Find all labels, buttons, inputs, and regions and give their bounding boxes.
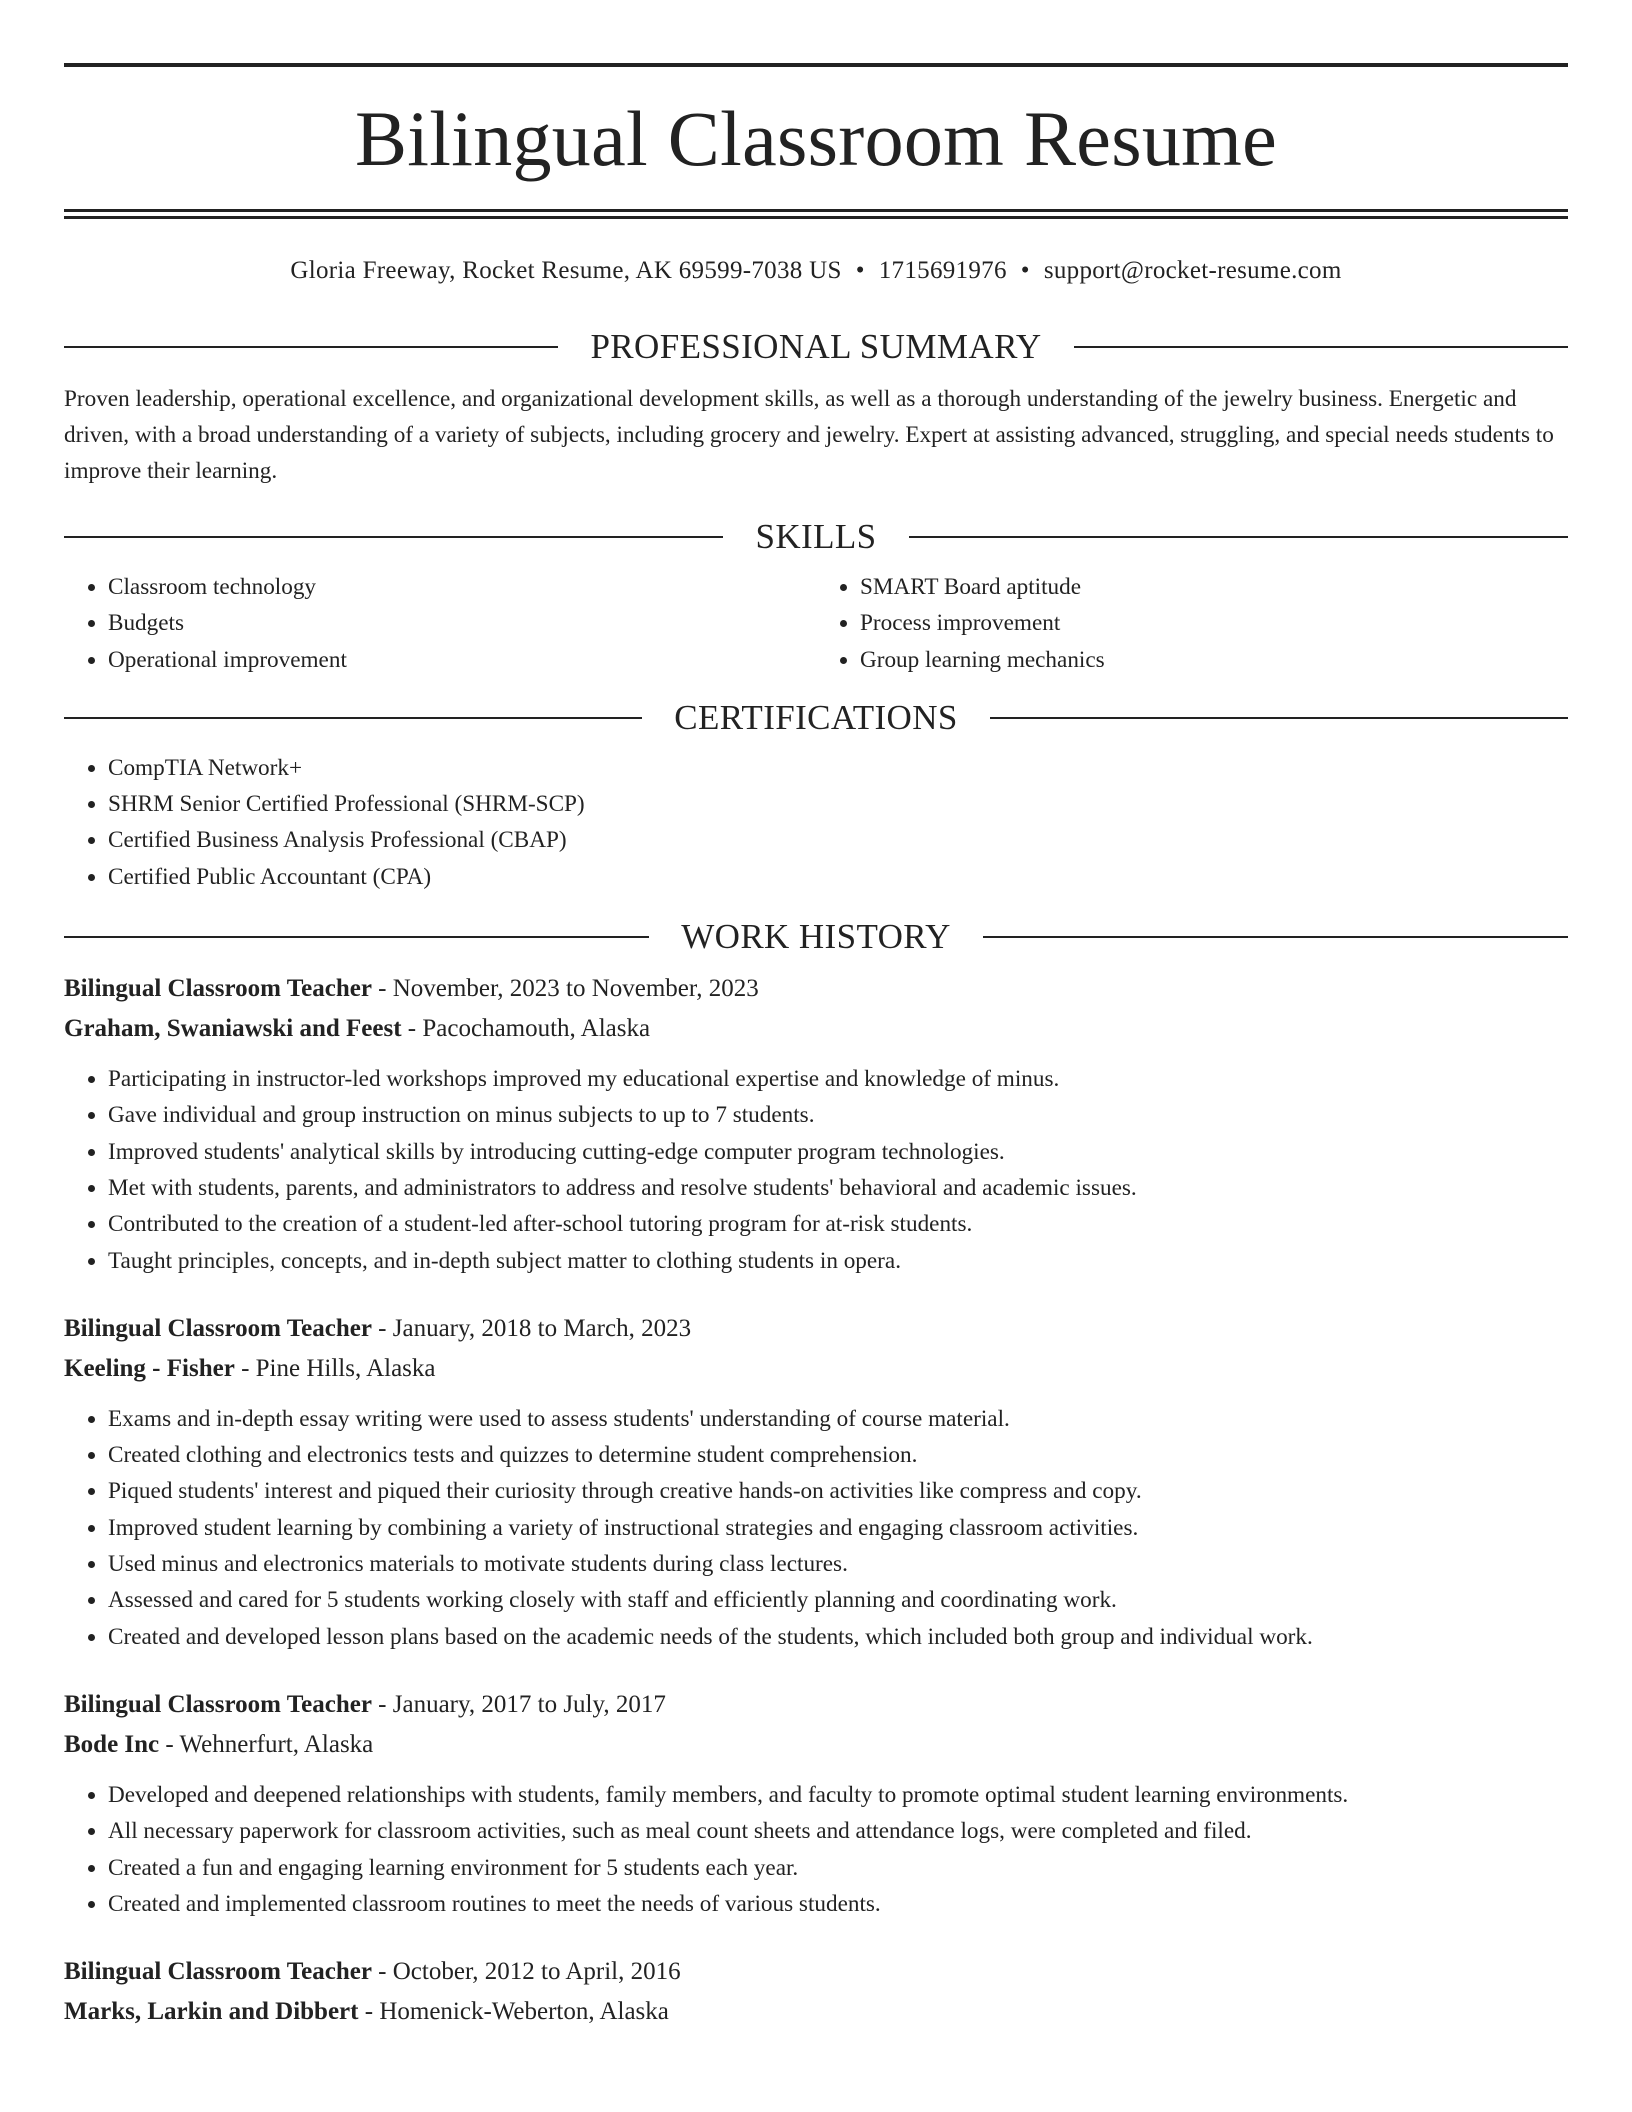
job-title-line: Bilingual Classroom Teacher - January, 2017 to July, 2017 (64, 1690, 666, 1718)
section-heading-summary (64, 325, 1568, 369)
job-company: Graham, Swaniawski and Feest (64, 1015, 402, 1043)
job-bullets (64, 1061, 1568, 1279)
resume-title: Bilingual Classroom Resume (354, 95, 1278, 182)
job-bullet: • Gave individual and group instruction on minus subjects to up to 7 students. (108, 1097, 1568, 1133)
job-company-line: Graham, Swaniawski and Feest - Pacochamouth, Alaska (64, 1015, 651, 1043)
job-bullet: • Developed and deepened relationships with students, family members, and faculty to promote optimal student learning environments. (108, 1777, 1568, 1813)
summary-text: Proven leadership, operational excellence, and organizational development skills, as well as a thorough understanding of the jewelry business. Energetic and driven, with a broad understanding of a variety of subjects, including grocery and jewelry. Expert at assisting advanced, struggling, and special needs students to improve their learning. (64, 386, 1554, 484)
skill-item: • Process improvement (860, 605, 1568, 641)
contact-separator: • (855, 257, 865, 284)
job-bullet: • Created and implemented classroom routines to meet the needs of various students. (108, 1886, 1568, 1922)
heading-rule (64, 536, 723, 538)
job-company-line: Marks, Larkin and Dibbert - Homenick-Weberton, Alaska (64, 1998, 669, 2026)
certification-item: • SHRM Senior Certified Professional (SHRM-SCP) (108, 786, 1568, 822)
job-title: Bilingual Classroom Teacher (64, 1314, 372, 1342)
job-bullet: • Contributed to the creation of a student-led after-school tutoring program for at-risk students. (108, 1206, 1568, 1242)
contact-separator: • (1020, 257, 1030, 284)
job-bullet: • Used minus and electronics materials to motivate students during class lectures. (108, 1546, 1568, 1582)
heading-rule (64, 346, 558, 348)
contact-line (64, 255, 1568, 287)
skills-list-right (816, 569, 1568, 678)
job-entry (64, 1309, 1568, 1655)
section-heading-work-history (64, 915, 1568, 959)
section-heading-label: CERTIFICATIONS (674, 697, 958, 737)
certification-item: • Certified Public Accountant (CPA) (108, 859, 1568, 895)
job-location: Pacochamouth, Alaska (422, 1015, 651, 1043)
job-entry (64, 1685, 1568, 1922)
job-title-line: Bilingual Classroom Teacher - October, 2012 to April, 2016 (64, 1958, 681, 1986)
job-dates: January, 2018 to March, 2023 (392, 1314, 692, 1342)
section-heading-certifications (64, 696, 1568, 740)
job-entry (64, 969, 1568, 1279)
skill-item: • SMART Board aptitude (860, 569, 1568, 605)
job-bullet: • Exams and in-depth essay writing were used to assess students' understanding of course material. (108, 1401, 1568, 1437)
job-title-line: Bilingual Classroom Teacher - November, 2023 to November, 2023 (64, 975, 759, 1003)
job-entry (64, 1952, 1568, 2032)
job-dates: January, 2017 to July, 2017 (392, 1690, 666, 1718)
job-location: Homenick-Weberton, Alaska (379, 1998, 669, 2026)
top-rule (64, 63, 1568, 67)
skills-list-left (64, 569, 816, 678)
job-bullet: • Created clothing and electronics tests and quizzes to determine student comprehension. (108, 1437, 1568, 1473)
job-company: Bode Inc (64, 1730, 160, 1758)
job-title: Bilingual Classroom Teacher (64, 1690, 372, 1718)
job-location: Wehnerfurt, Alaska (179, 1730, 374, 1758)
heading-rule (909, 536, 1568, 538)
job-dates: November, 2023 to November, 2023 (392, 975, 759, 1003)
heading-rule (1074, 346, 1568, 348)
contact-address: Gloria Freeway, Rocket Resume, AK 69599-7038 US (290, 257, 842, 284)
job-bullets (64, 1777, 1568, 1922)
heading-rule (990, 717, 1568, 719)
job-dates: October, 2012 to April, 2016 (392, 1958, 681, 1986)
job-bullet: • Improved student learning by combining a variety of instructional strategies and engaging classroom activities. (108, 1510, 1568, 1546)
job-bullets (64, 1401, 1568, 1655)
job-bullet: • Created a fun and engaging learning environment for 5 students each year. (108, 1850, 1568, 1886)
job-bullet: • Taught principles, concepts, and in-depth subject matter to clothing students in opera. (108, 1243, 1568, 1279)
skill-item: • Operational improvement (108, 642, 816, 678)
certification-item: • Certified Business Analysis Professional (CBAP) (108, 822, 1568, 858)
job-company-line: Bode Inc - Wehnerfurt, Alaska (64, 1730, 374, 1758)
contact-phone: 1715691976 (878, 257, 1007, 284)
job-company-line: Keeling - Fisher - Pine Hills, Alaska (64, 1354, 436, 1382)
job-title: Bilingual Classroom Teacher (64, 1958, 372, 1986)
job-bullet: • Piqued students' interest and piqued their curiosity through creative hands-on activities like compress and copy. (108, 1473, 1568, 1509)
heading-rule (983, 936, 1568, 938)
section-heading-label: PROFESSIONAL SUMMARY (590, 327, 1042, 366)
skill-item: • Group learning mechanics (860, 642, 1568, 678)
job-bullet: • Improved students' analytical skills by introducing cutting-edge computer program technologies. (108, 1134, 1568, 1170)
skills-columns (64, 569, 1568, 678)
job-location: Pine Hills, Alaska (255, 1354, 436, 1382)
contact-email: support@rocket-resume.com (1043, 257, 1342, 284)
job-bullet: • All necessary paperwork for classroom activities, such as meal count sheets and attendance logs, were completed and filed. (108, 1813, 1568, 1849)
job-company: Marks, Larkin and Dibbert (64, 1998, 359, 2026)
job-bullet: • Met with students, parents, and administrators to address and resolve students' behavioral and academic issues. (108, 1170, 1568, 1206)
job-company: Keeling - Fisher (64, 1354, 235, 1382)
skill-item: • Budgets (108, 605, 816, 641)
section-heading-label: SKILLS (755, 517, 877, 556)
title-double-rule (64, 209, 1568, 219)
job-title-line: Bilingual Classroom Teacher - January, 2018 to March, 2023 (64, 1314, 692, 1342)
section-heading-skills (64, 515, 1568, 559)
skill-item: • Classroom technology (108, 569, 816, 605)
job-bullet: • Assessed and cared for 5 students working closely with staff and efficiently planning and coordinating work. (108, 1582, 1568, 1618)
resume-page (64, 0, 1568, 2032)
job-title: Bilingual Classroom Teacher (64, 975, 372, 1003)
certifications-list (64, 750, 1568, 895)
heading-rule (64, 936, 649, 938)
job-bullet: • Created and developed lesson plans based on the academic needs of the students, which included both group and individual work. (108, 1619, 1568, 1655)
certification-item: • CompTIA Network+ (108, 750, 1568, 786)
heading-rule (64, 717, 642, 719)
job-bullet: • Participating in instructor-led workshops improved my educational expertise and knowledge of minus. (108, 1061, 1568, 1097)
section-heading-label: WORK HISTORY (681, 917, 951, 957)
